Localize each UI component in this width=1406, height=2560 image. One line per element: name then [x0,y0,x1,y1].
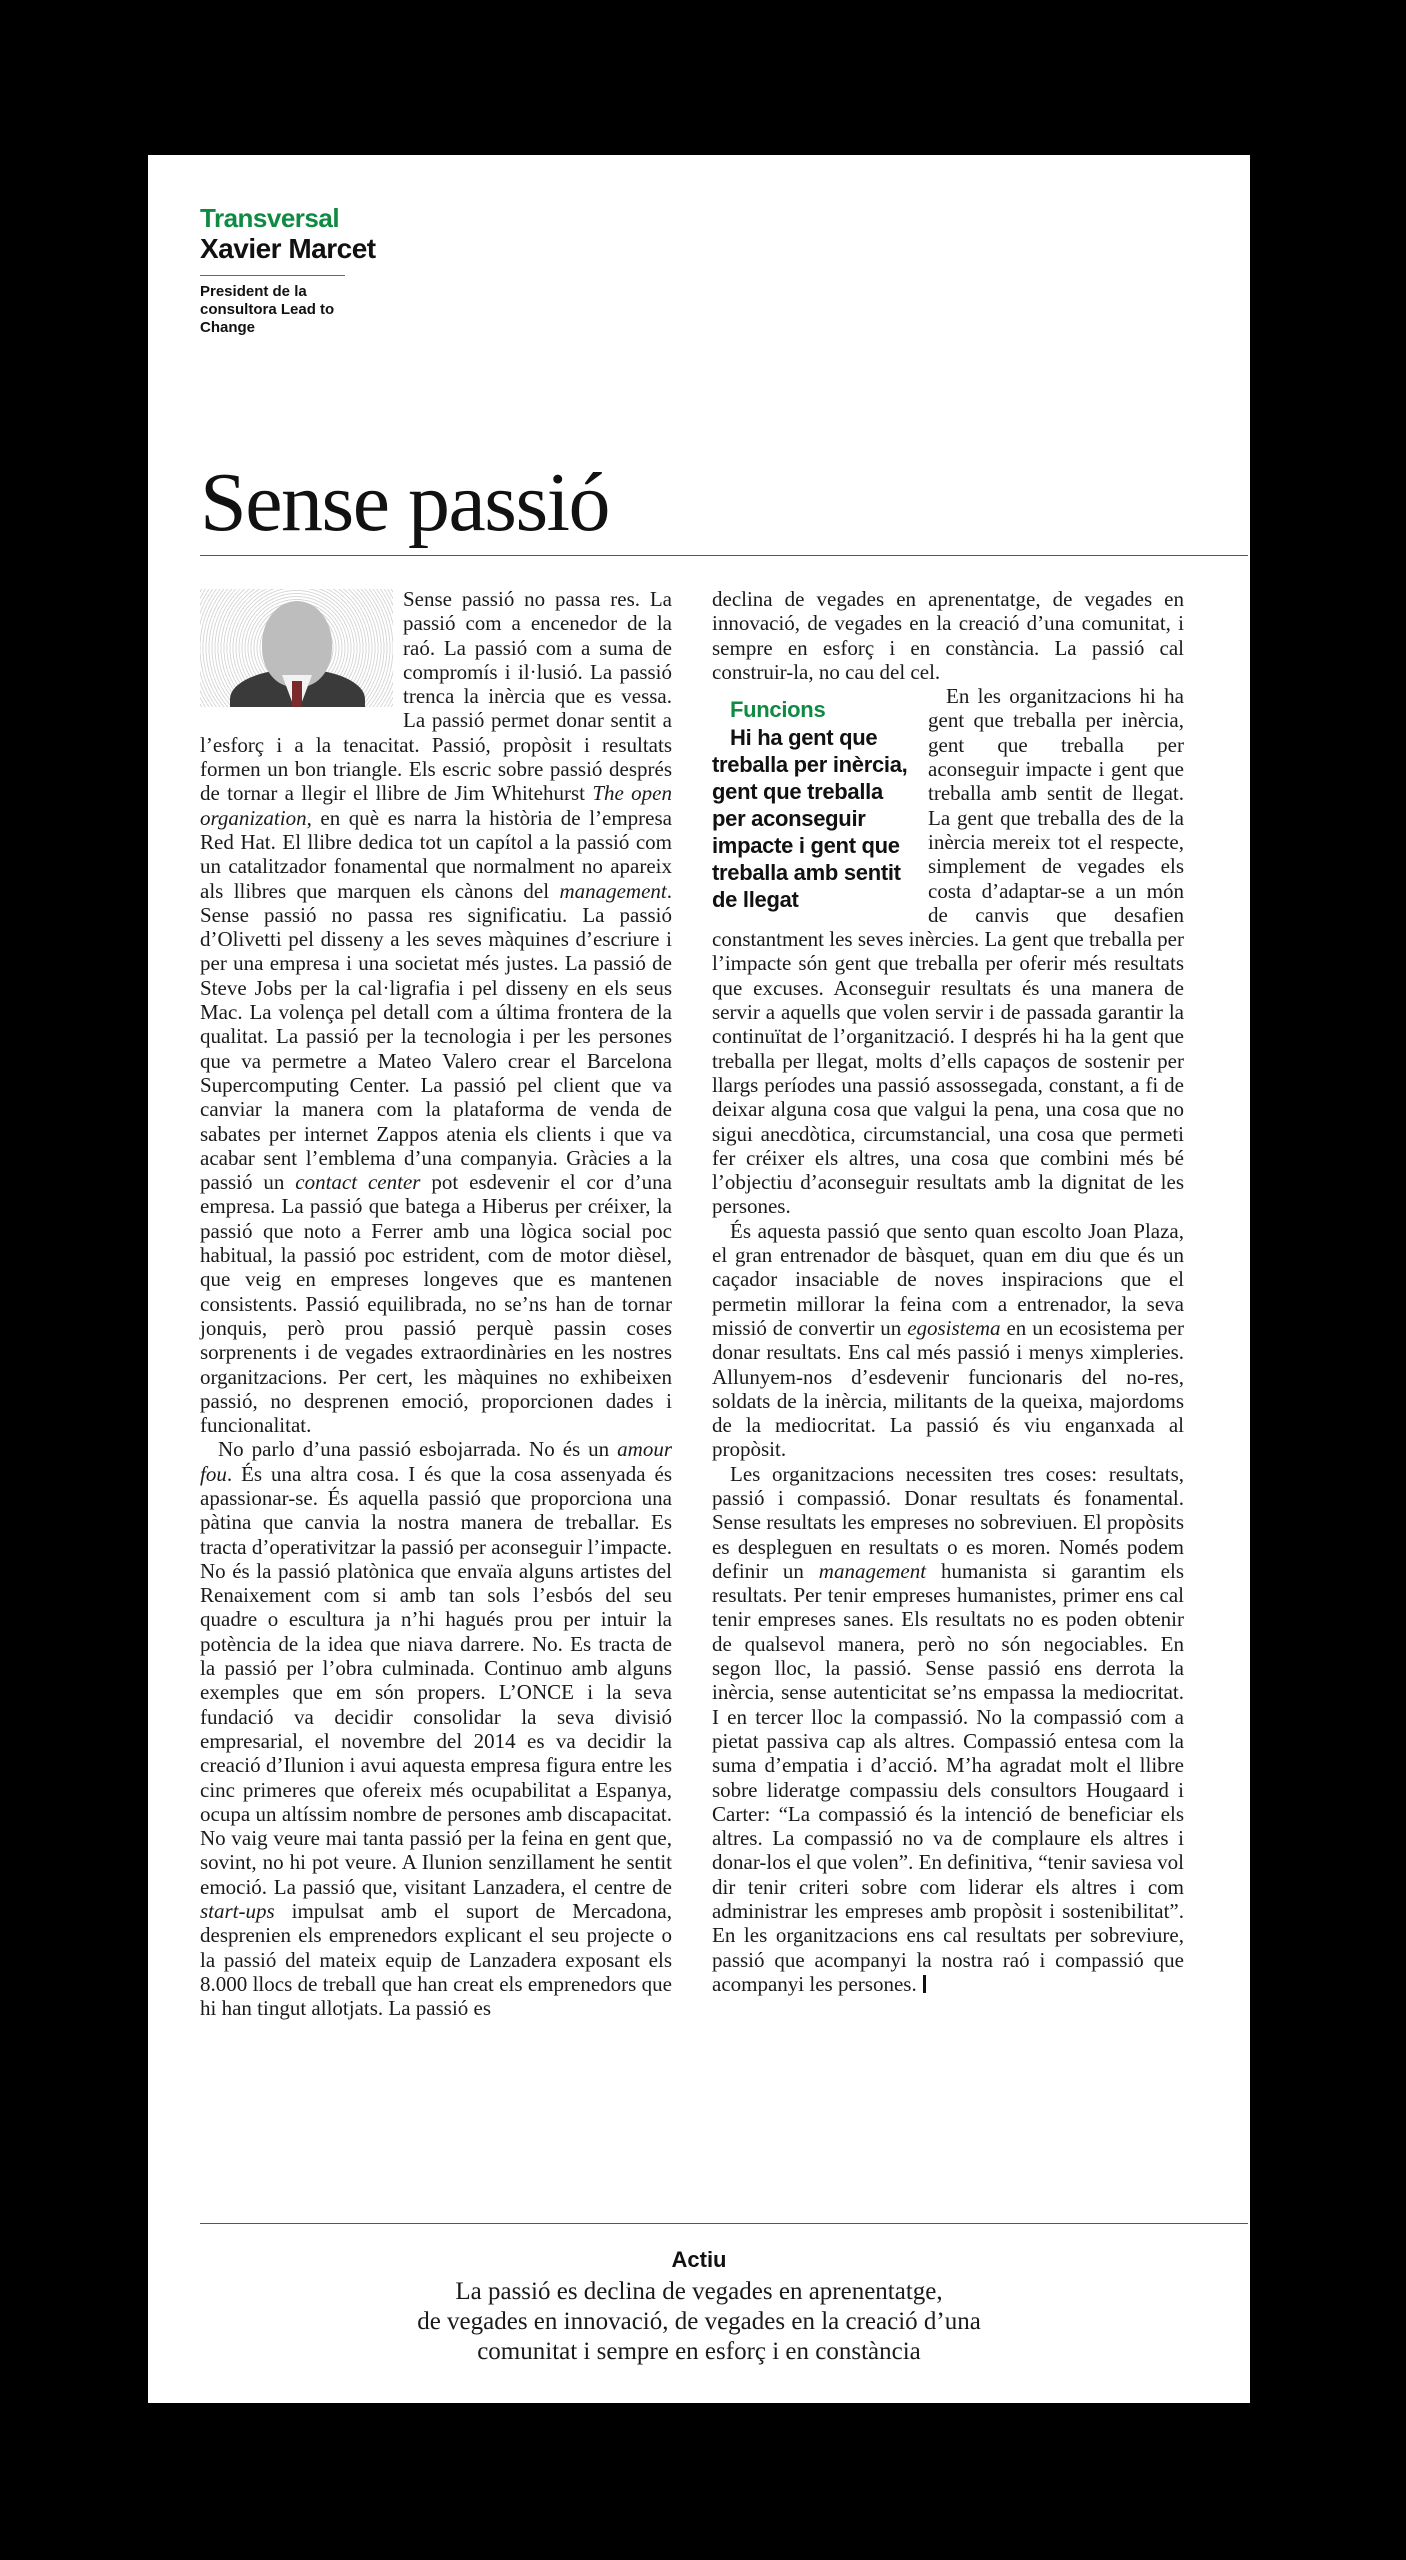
title-divider [200,555,1248,556]
author-role: President de la consultora Lead to Change [200,283,335,336]
paragraph-continued: declina de vegades en aprenentatge, de vegades en innovació, de vegades en la creació d’una comunitat, i sempre en esforç i en constància. La passió cal construir-la, no cau del cel. [712,587,1184,684]
pull-quote-line-3: comunitat i sempre en esforç i en constància [477,2338,921,2365]
article-column-1 [200,587,672,2362]
article-column-2 [712,587,1184,2362]
author-photo [200,589,393,707]
pull-quote-line-1: La passió es declina de vegades en aprenentatge, [455,2278,943,2305]
newspaper-page [148,155,1250,2403]
paragraph-5: Les organitzacions necessiten tres coses: resultats, passió i compassió. Donar resultats és fonamental. Sense resultats les empreses no sobreviuen. El propòsits es despleguen en resultats o es moren. Només podem definir un management humanista si garantim els resultats. Per tenir empreses humanistes, primer ens cal tenir empreses sanes. Els resultats no es poden obtenir de qualsevol manera, però no són negociables. En segon lloc, la passió. Sense passió ens derrota la inèrcia, sense autenticitat se’ns empassa la mediocritat. I en tercer lloc la compassió. No la compassió com a pietat passiva cap als altres. Compassió entesa com la suma d’empatia i d’acció. M’ha agradat molt el llibre sobre lideratge compassiu dels consultors Hougaard i Carter: “La compassió és la intenció de beneficiar els altres. La compassió no va de complaure els altres i donar-los el que volen”. En definitiva, “tenir saviesa vol dir tenir criteri sobre com liderar els altres i com administrar les empreses amb propòsit i sostenibilitat”. En les organitzacions ens cal resultats per sobreviure, passió que acompanyi la nostra raó i compassió que acompanyi les persones. [712,1461,1184,1996]
pull-quote [298,2277,1100,2367]
paragraph-1: Sense passió no passa res. La passió com a encenedor de la raó. La passió com a suma de compromís i il·lusió. La passió trenca la inèrcia que es vessa. La passió permet donar sentit a l’esforç i a la tenacitat. Passió, propòsit i resultats formen un bon triangle. Els escric sobre passió després de tornar a llegir el llibre de Jim Whitehurst The open organization, en què es narra la història de l’empresa Red Hat. El llibre dedica tot un capítol a la passió com un catalitzador fonamental que normalment no apareix als llibres que marquen els cànons del management. Sense passió no passa res significatiu. La passió d’Olivetti pel disseny a les seves màquines d’escriure i per una empresa i una societat més justes. La passió de Steve Jobs per la cal·ligrafia i pel disseny en els seus Mac. La volença pel detall com a última frontera de la qualitat. La passió per la tecnologia i per les persones que va permetre a Mateo Valero crear el Barcelona Supercomputing Center. La passió pel client que va canviar la manera com la plataforma de venda de sabates per internet Zappos atenia els clients i que va acabar sent l’emblema d’una companyia. Gràcies a la passió un contact center pot esdevenir el cor d’una empresa. La passió que batega a Hiberus per créixer, la passió que noto a Ferrer amb una lògica social poc habitual, la passió poc estrident, com de motor dièsel, que veig en empreses longeves que es mantenen consistents. Passió equilibrada, no se’ns han de tornar jonquis, però prou passió perquè passin coses sorprenents i de vegades extraordinàries en les nostres organitzacions. Per cert, les màquines no exhibeixen passió, no desprenen emoció, proporcionen dades i funcionalitat. [200,587,672,1438]
pull-quote-line-2: de vegades en innovació, de vegades en la creació d’una [417,2308,981,2335]
pull-quote-divider [200,2223,1248,2224]
article-title: Sense passió [200,456,609,549]
author-name: Xavier Marcet [200,233,376,264]
sidebar-quote [712,696,912,913]
sidebar-quote-text: Hi ha gent que treballa per inèrcia, gent que treballa per aconseguir impacte i gent que treballa amb sentit de llegat [712,725,908,913]
end-mark [923,1975,926,1993]
paragraph-4: És aquesta passió que sento quan escolto Joan Plaza, el gran entrenador de bàsquet, quan em diu que és un caçador insaciable de noves inspiracions que el permetin millorar la feina com a entrenador, la seva missió de convertir un egosistema en un ecosistema per donar resultats. Ens cal més passió i menys ximpleries. Allunyem-nos d’esdevenir funcionaris del no-res, soldats de la inèrcia, militants de la queixa, majordoms de la mediocritat. La passió és viu enganxada al propòsit. [712,1218,1184,1462]
section-label: Transversal [200,203,340,233]
sidebar-quote-label: Funcions [730,697,826,723]
paragraph-3: Funcions Hi ha gent que treballa per inèrcia, gent que treballa per aconseguir impacte i gent que treballa amb sentit de llegat En les organitzacions hi ha gent que treballa per inèrcia, gent que treballa per aconseguir impacte i gent que treballa amb sentit de llegat. La gent que treballa des de la inèrcia mereix tot el respecte, simplement de vegades els costa d’adaptar-se a un món de canvis que desafien constantment les seves inèrcies. La gent que treballa per l’impacte són gent que treballa per oferir més resultats que excuses. Aconseguir resultats és una manera de servir a aquells que volen servir i de passada garantir la continuïtat de l’organització. I després hi ha la gent que treballa per llegat, molts d’ells capaços de sostenir per llargs períodes una passió assossegada, constant, a fi de deixar alguna cosa que valgui la pena, una cosa que no sigui anecdòtica, circumstancial, una cosa que permeti fer créixer els altres, una cosa que combini més bé l’objectiu d’aconseguir resultats amb la dignitat de les persones. [712,684,1184,1219]
paragraph-2: No parlo d’una passió esbojarrada. No és un amour fou. És una altra cosa. I és que la cosa assenyada és apassionar-se. És aquella passió que proporciona una pàtina que canvia la nostra manera de treballar. Es tracta d’operativitzar la passió per aconseguir l’impacte. No és la passió platònica que envaïa alguns artistes del Renaixement com si amb tan sols l’esbós del seu quadre o escultura ja n’hi hagués prou per intuir la potència de la idea que niava darrere. No. Es tracta de la passió per l’obra culminada. Continuo amb alguns exemples que em són propers. L’ONCE i la seva fundació va decidir consolidar la seva divisió empresarial, el novembre del 2014 es va decidir la creació d’Ilunion i avui aquesta empresa figura entre les cinc primeres que ofereix més ocupabilitat a Espanya, ocupa un altíssim nombre de persones amb discapacitat. No vaig veure mai tanta passió per la feina en gent que, sovint, no hi pot veure. A Ilunion senzillament he sentit emoció. La passió que, visitant Lanzadera, el centre de start-ups impulsat amb el suport de Mercadona, desprenien els emprenedors explicant el seu projecte o la passió del mateix equip de Lanzadera exposant els 8.000 llocs de treball que han creat els emprenedors que hi han tingut allotjats. La passió es [200,1437,672,2021]
pull-quote-label: Actiu [671,2247,727,2272]
author-divider [200,275,345,276]
